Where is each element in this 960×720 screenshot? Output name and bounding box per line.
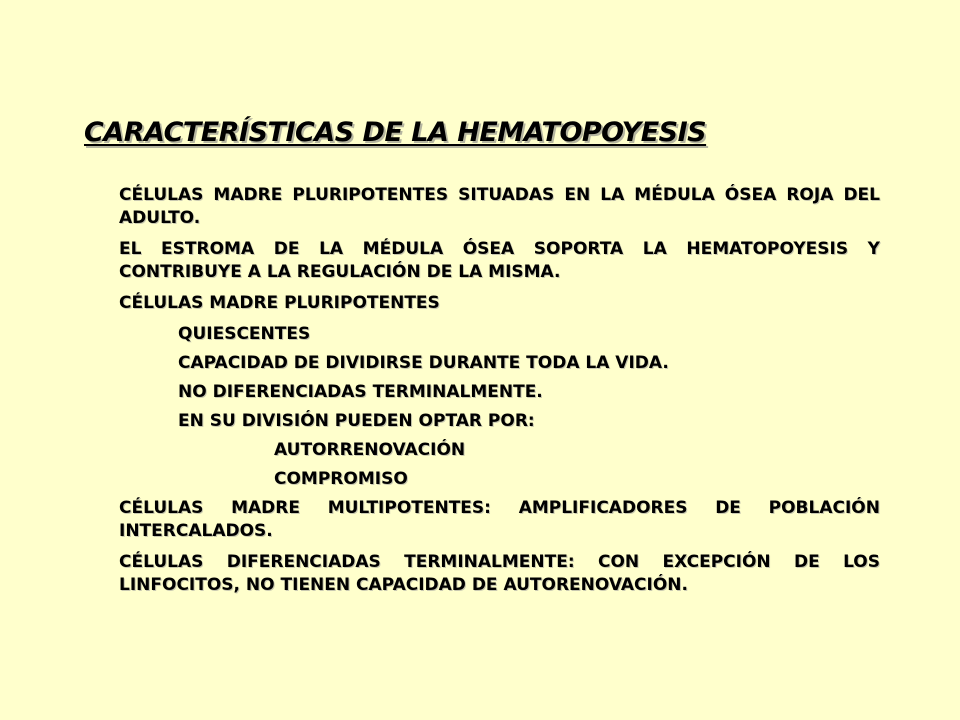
bullet-pluripotent-heading: CÉLULAS MADRE PLURIPOTENTES [119,293,440,313]
sub-bullet-lifelong-division: CAPACIDAD DE DIVIDIRSE DURANTE TODA LA VIDA. [178,353,669,373]
option-commitment: COMPROMISO [274,469,408,489]
sub-bullet-division-options: EN SU DIVISIÓN PUEDEN OPTAR POR: [178,411,535,431]
sub-bullet-not-differentiated: NO DIFERENCIADAS TERMINALMENTE. [178,382,543,402]
bullet-terminally-differentiated: CÉLULAS DIFERENCIADAS TERMINALMENTE: CON EXCEPCIÓN DE LOS LINFOCITOS, NO TIENEN CAPACIDAD DE AUTORENOVACIÓN. [119,552,880,595]
bullet-stem-cells-location: CÉLULAS MADRE PLURIPOTENTES SITUADAS EN LA MÉDULA ÓSEA ROJA DEL ADULTO. [119,185,880,228]
bullet-stroma: EL ESTROMA DE LA MÉDULA ÓSEA SOPORTA LA HEMATOPOYESIS Y CONTRIBUYE A LA REGULACIÓN DE LA MISMA. [119,239,880,282]
bullet-multipotent: CÉLULAS MADRE MULTIPOTENTES: AMPLIFICADORES DE POBLACIÓN INTERCALADOS. [119,498,880,541]
bullet-list [0,184,960,605]
option-self-renewal: AUTORRENOVACIÓN [274,440,466,460]
sub-bullet-quiescent: QUIESCENTES [178,324,311,344]
slide-title: CARACTERÍSTICAS DE LA HEMATOPOYESIS [84,117,707,148]
